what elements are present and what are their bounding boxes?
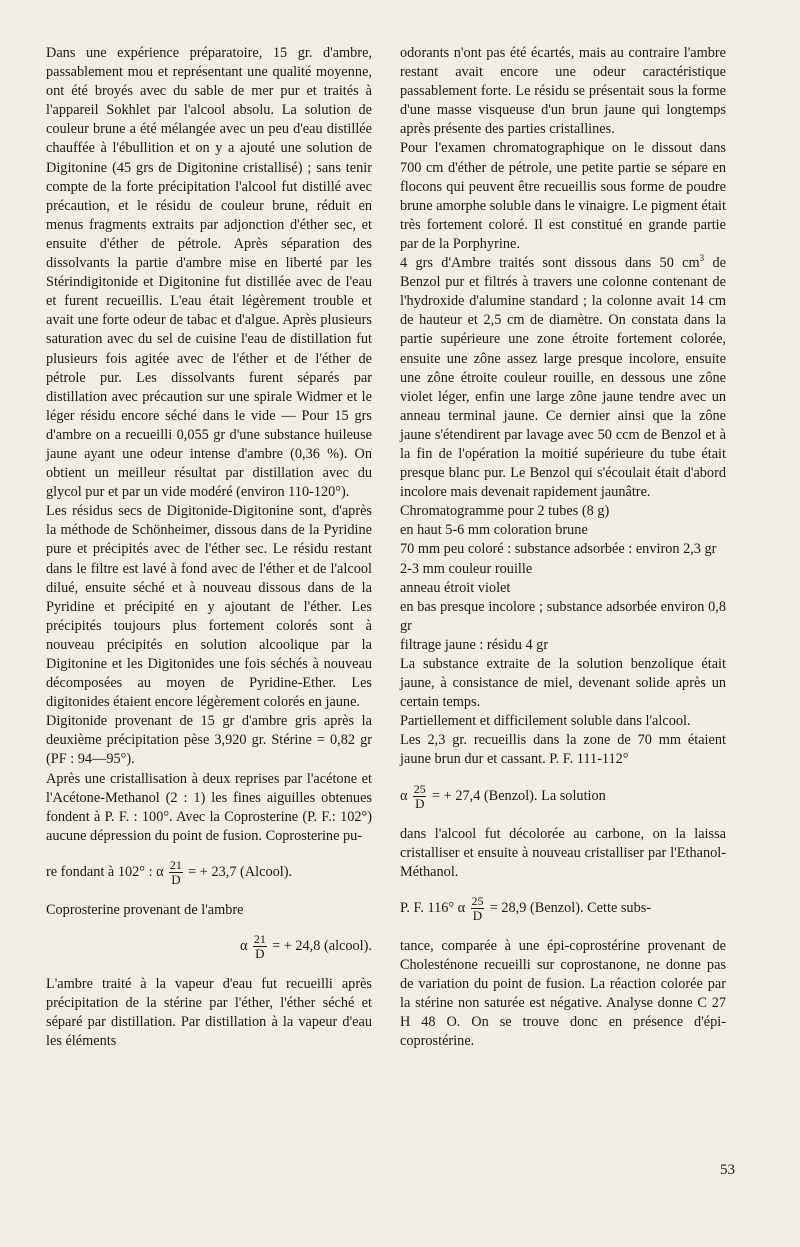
- formula-subscript: D: [472, 907, 483, 923]
- formula-subscript: D: [415, 795, 425, 811]
- formula-melting-rotation: [400, 894, 726, 923]
- chromatogram-line: 2-3 mm couleur rouille: [400, 560, 533, 577]
- text-run: 4 grs d'Ambre traités sont dissous dans 50 cm: [400, 255, 700, 272]
- paragraph: La substance extraite de la solution benzolique était jaune, à consistance de miel, devenant solide après un certain temps.: [400, 656, 726, 711]
- formula-fraction: [471, 894, 484, 923]
- chromatogram-line: 70 mm peu coloré : substance adsorbée : environ 2,3 gr: [400, 541, 717, 558]
- formula-superscript: 25: [471, 893, 484, 908]
- paragraph: Après une cristallisation à deux reprises par l'acétone et l'Acétone-Methanol (2 : 1) les fines aiguilles obtenues fondent à P. F. : 100°. Avec la Coprosterine (P. F.: 102°) aucune dépression du point de fusion. Coprosterine pu-: [46, 770, 372, 844]
- formula-prefix: α: [240, 937, 248, 954]
- formula-subscript: D: [255, 946, 265, 962]
- formula-rotation-alcool: [46, 858, 372, 887]
- paragraph: Les résidus secs de Digitonide-Digitonine sont, d'après la méthode de Schönheimer, dissous dans de la Pyridine pure et précipités avec de l'éther sec. Le résidu restant dans le filtre est lavé à fond avec de l'éther et de l'alcool dilué, ensuite séché et à nouveau dissous dans de la Pyridine et précipité en y ajoutant de l'éther. Les précipités toujours plus fortement colorés sont à nouveau précipités en solution alcoolique par la Digitonine et les Digitonides une fois séchés à nouveau décomposées au moyen de Pyridine-Ether. Les digitonides étaient encore légèrement colorés en jaune.: [46, 503, 372, 711]
- formula-suffix: = 28,9 (Benzol). Cette subs-: [489, 899, 652, 916]
- formula-superscript: 25: [413, 781, 426, 796]
- chromatogram-line: en haut 5-6 mm coloration brune: [400, 522, 588, 539]
- paragraph: [400, 254, 726, 502]
- formula-fraction: [253, 932, 266, 961]
- paragraph: odorants n'ont pas été écartés, mais au contraire l'ambre restant avait encore une odeur caractéristique passablement forte. Le résidu se présentait sous la forme d'une masse visqueuse d'un brun jaune qui longtemps après présente des parties cristallines.: [400, 45, 726, 138]
- page-number: 53: [720, 1162, 735, 1178]
- formula-suffix: = + 23,7 (Alcool).: [188, 863, 293, 880]
- formula-subscript: D: [171, 871, 181, 887]
- formula-superscript: 21: [169, 857, 182, 872]
- paragraph: L'ambre traité à la vapeur d'eau fut recueilli après précipitation de la stérine par l'éther, l'éther séché et séparé par distillation. Par distillation à la vapeur d'eau les éléments: [46, 976, 372, 1050]
- paragraph: Partiellement et difficilement soluble dans l'alcool.: [400, 713, 691, 730]
- paragraph: Pour l'examen chromatographique on le dissout dans 700 cm d'éther de pétrole, une petite partie se sépare en flocons qui peuvent être recueillis sous forme de poudre brune amorphe soluble dans le vinaigre. Le pigment était très fortement coloré. Il est constitué en grande partie par de la Porphyrine.: [400, 140, 726, 252]
- formula-fraction: [413, 782, 426, 811]
- formula-prefix: P. F. 116° α: [400, 899, 466, 916]
- paragraph: Dans une expérience préparatoire, 15 gr. d'ambre, passablement mou et représentant une qualité moyenne, ont été broyés avec du sable de mer pur et traités à l'appareil Sokhlet par l'alcool absolu. La solution de couleur brune a été mélangée avec un peu d'eau distillée chauffée à l'ébullition et on y a ajouté une solution de Digitonine (45 grs de Digitonine cristallisé) ; sans tenir compte de la forte précipitation l'alcool fut distillé avec précaution, et le résidu de couleur brune, réduit en menus fragments extraits par adjonction d'éther sec, et ensuite d'éther de pétrole. Après séparation des dissolvants la partie d'ambre mise en liberté par les Stérindigitonide et Digitonine fut distillée avec de l'eau et furent recueillis. L'eau était légèrement trouble et avait une forte odeur de tabac et d'algue. Après plusieurs saturation avec du sel de cuisine l'eau de distillation fut plusieurs fois agitée avec de l'éther et de l'éther de pétrole pur. Les dissolvants furent séparés par distillation avec précaution sur une spirale Widmer et le léger résidu encore séché dans le vide — Pour 15 grs d'ambre on a recueilli 0,055 gr d'une substance huileuse jaune ayant une odeur intense d'ambre (0,36 %). On obtient un meilleur résultat par distillation avec du glycol pur et par un vide modéré (environ 110-120°).: [46, 45, 372, 501]
- formula-prefix: α: [400, 787, 408, 804]
- formula-rotation-benzol: [400, 782, 726, 811]
- paragraph: Digitonide provenant de 15 gr d'ambre gris après la deuxième précipitation pèse 3,920 gr. Stérine = 0,82 gr (PF : 94—95°).: [46, 713, 372, 768]
- superscript: 3: [699, 253, 705, 264]
- left-column: [46, 44, 372, 1051]
- right-column: [400, 44, 726, 1051]
- paragraph: tance, comparée à une épi-coprostérine provenant de Cholesténone recueilli sur coprostanone, ne donne pas de variation du point de fusion. La réaction colorée par la stérine non saturée est négative. Analyse donne C 27 H 48 O. On se trouve donc en présence d'épi-coprostérine.: [400, 937, 726, 1050]
- formula-rotation-ambre: [46, 932, 372, 961]
- paragraph: Les 2,3 gr. recueillis dans la zone de 70 mm étaient jaune brun dur et cassant. P. F. 111-112°: [400, 732, 726, 768]
- chromatogram-line: anneau étroit violet: [400, 579, 511, 596]
- formula-prefix: re fondant à 102° : α: [46, 863, 164, 880]
- paragraph: dans l'alcool fut décolorée au carbone, on la laissa cristalliser et ensuite à nouveau cristalliser par l'Ethanol-Méthanol.: [400, 825, 726, 880]
- paragraph: Coprosterine provenant de l'ambre: [46, 901, 244, 918]
- formula-fraction: [169, 858, 182, 887]
- formula-suffix: = + 27,4 (Benzol). La solution: [432, 787, 606, 804]
- text-run: de Benzol pur et filtrés à travers une colonne contenant de l'hydroxide d'alumine standard ; la colonne avait 14 cm de hauteur et 2,5 cm de diamètre. On constata dans la partie supérieure une zone étroite fortement colorée, ensuite une zône assez large presque incolore, ensuite une zône étroite couleur rouille, en dessous une zône violet léger, enfin une large zône jaune tendre avec un anneau terminal jaune. Ce dernier ainsi que la zône jaune s'étendirent par lavage avec 50 ccm de Benzol et à la fin de l'opération la moitié supérieure du tube était presque blanc pur. Le Benzol qui s'écoulait était d'abord incolore mais devenait rapidement jaunâtre.: [400, 255, 726, 501]
- chromatogram-line: Chromatogramme pour 2 tubes (8 g): [400, 503, 610, 520]
- chromatogram-line: en bas presque incolore ; substance adsorbée environ 0,8 gr: [400, 598, 726, 634]
- formula-superscript: 21: [253, 932, 266, 947]
- chromatogram-line: filtrage jaune : résidu 4 gr: [400, 636, 549, 653]
- formula-suffix: = + 24,8 (alcool).: [272, 937, 372, 954]
